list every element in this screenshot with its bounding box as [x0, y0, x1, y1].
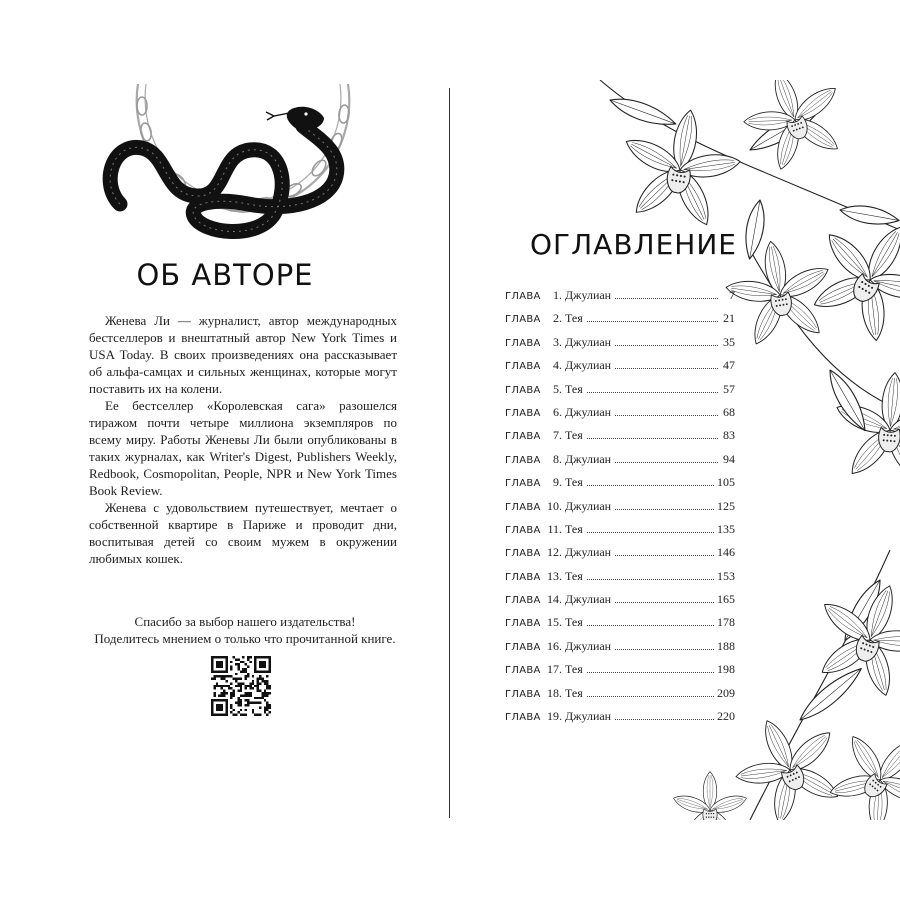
toc-dot-leader	[615, 509, 714, 510]
toc-page-number: 165	[717, 592, 735, 607]
toc-chapter-number: 4.	[553, 358, 562, 373]
toc-chapter-number: 15.	[547, 615, 562, 630]
toc-entry	[505, 311, 735, 334]
toc-page-number: 135	[717, 521, 735, 536]
toc-chapter-number: 19.	[547, 709, 562, 724]
toc-chapter-number: 13.	[547, 568, 562, 583]
toc-chapter-word: ГЛАВА	[505, 314, 541, 326]
toc-entry	[505, 709, 735, 732]
toc-chapter-word: ГЛАВА	[505, 641, 541, 653]
toc-chapter-word: ГЛАВА	[505, 618, 541, 630]
toc-chapter-number: 2.	[553, 311, 562, 326]
toc-page-number: 94	[723, 451, 735, 466]
toc-chapter-title: Джулиан	[565, 334, 612, 349]
toc-chapter-title: Джулиан	[565, 288, 612, 302]
toc-page-number: 125	[717, 498, 735, 513]
toc-page-number: 153	[717, 568, 735, 583]
toc-chapter-title: Тея	[565, 311, 583, 326]
toc-chapter-title: Джулиан	[565, 451, 612, 466]
toc-chapter-title: Тея	[565, 381, 583, 396]
toc-chapter-word: ГЛАВА	[505, 337, 541, 349]
toc-page-number: 47	[723, 358, 735, 373]
toc-chapter-number: 18.	[547, 685, 562, 700]
about-author-title: ОБ АВТОРЕ	[136, 258, 314, 292]
toc-page-number: 188	[717, 638, 735, 653]
toc-entry	[505, 639, 735, 662]
toc-dot-leader	[587, 696, 714, 697]
toc-chapter-title: Джулиан	[565, 709, 612, 724]
toc-page-number: 21	[723, 311, 735, 326]
toc-chapter-title: Джулиан	[565, 545, 612, 560]
toc-entry	[505, 382, 735, 405]
toc-dot-leader	[587, 392, 718, 393]
toc-chapter-word: ГЛАВА	[505, 384, 541, 396]
toc-chapter-word: ГЛАВА	[505, 665, 541, 677]
toc-chapter-number: 12.	[547, 545, 562, 560]
toc-entry	[505, 452, 735, 475]
toc-chapter-number: 17.	[547, 662, 562, 677]
bio-paragraph: Женева с удовольствием путешествует, мечтает о собственной квартире в Париже и проводит дни, воспитывая детей со своим мужем в окружении любимых кошек.	[89, 500, 397, 566]
toc-dot-leader	[587, 321, 718, 322]
toc-chapter-number: 7.	[553, 428, 562, 443]
toc-dot-leader	[615, 649, 714, 650]
toc-chapter-number: 8.	[553, 451, 562, 466]
toc-dot-leader	[615, 298, 718, 299]
toc-chapter-title: Тея	[565, 428, 583, 443]
toc-entry	[505, 545, 735, 568]
toc-dot-leader	[615, 719, 714, 720]
toc-dot-leader	[587, 532, 714, 533]
thanks-note	[60, 613, 430, 647]
toc-chapter-word: ГЛАВА	[505, 478, 541, 490]
toc-entry	[505, 358, 735, 381]
toc-chapter-word: ГЛАВА	[505, 291, 541, 302]
toc-entry	[505, 335, 735, 358]
toc-page-number: 35	[723, 334, 735, 349]
bio-paragraph: Ее бестселлер «Королевская сага» разошелся тиражом почти четыре миллиона экземпляров по всему миру. Работы Женевы Ли были опубликованы в таких журналах, как Writer's Digest, Publishers Weekly, Redbook, Cosmopolitan, People, NPR и New York Times Book Review.	[89, 398, 397, 498]
toc-page-number: 68	[723, 404, 735, 419]
toc-page-number: 178	[717, 615, 735, 630]
toc-dot-leader	[615, 345, 718, 346]
toc-dot-leader	[587, 579, 714, 580]
toc-page-number: 220	[717, 709, 735, 724]
toc-chapter-title: Джулиан	[565, 358, 612, 373]
toc-dot-leader	[615, 555, 714, 556]
toc-chapter-word: ГЛАВА	[505, 712, 541, 724]
toc-chapter-title: Тея	[565, 662, 583, 677]
toc-chapter-word: ГЛАВА	[505, 361, 541, 373]
toc-chapter-title: Тея	[565, 615, 583, 630]
contents-title: ОГЛАВЛЕНИЕ	[530, 228, 737, 261]
toc-entry	[505, 475, 735, 498]
toc-page-number: 146	[717, 545, 735, 560]
toc-dot-leader	[587, 485, 714, 486]
toc-chapter-word: ГЛАВА	[505, 501, 541, 513]
toc-entry	[505, 405, 735, 428]
toc-chapter-number: 9.	[553, 475, 562, 490]
toc-page-number: 7	[729, 288, 735, 302]
toc-entry	[505, 569, 735, 592]
toc-chapter-word: ГЛАВА	[505, 524, 541, 536]
toc-page-number: 83	[723, 428, 735, 443]
toc-entry	[505, 428, 735, 451]
toc-dot-leader	[615, 368, 718, 369]
thanks-line: Поделитесь мнением о только что прочитанной книге.	[94, 631, 396, 646]
toc-entry	[505, 662, 735, 685]
toc-chapter-number: 16.	[547, 638, 562, 653]
toc-page-number: 209	[717, 685, 735, 700]
toc-chapter-number: 3.	[553, 334, 562, 349]
toc-page-number: 57	[723, 381, 735, 396]
toc-chapter-word: ГЛАВА	[505, 407, 541, 419]
toc-dot-leader	[615, 602, 714, 603]
toc-dot-leader	[587, 672, 714, 673]
toc-chapter-number: 6.	[553, 404, 562, 419]
toc-page-number: 105	[717, 475, 735, 490]
toc-chapter-title: Джулиан	[565, 592, 612, 607]
toc-chapter-word: ГЛАВА	[505, 688, 541, 700]
toc-chapter-title: Тея	[565, 568, 583, 583]
toc-chapter-number: 1.	[553, 288, 562, 302]
toc-chapter-title: Джулиан	[565, 498, 612, 513]
toc-dot-leader	[587, 625, 714, 626]
toc-chapter-word: ГЛАВА	[505, 454, 541, 466]
toc-chapter-number: 11.	[547, 521, 562, 536]
toc-page-number: 198	[717, 662, 735, 677]
thanks-line: Спасибо за выбор нашего издательства!	[134, 614, 356, 629]
toc-chapter-number: 10.	[547, 498, 562, 513]
toc-chapter-number: 5.	[553, 381, 562, 396]
toc-dot-leader	[615, 415, 718, 416]
toc-chapter-word: ГЛАВА	[505, 431, 541, 443]
toc-entry	[505, 686, 735, 709]
toc-entry	[505, 592, 735, 615]
toc-dot-leader	[587, 438, 718, 439]
bio-paragraph: Женева Ли — журналист, автор международных бестселлеров и внештатный автор New York Times и USA Today. В своих произведениях она рассказывает об альфа-самцах и сильных женщинах, которые могут поставить их на колени.	[89, 313, 397, 396]
toc-chapter-word: ГЛАВА	[505, 571, 541, 583]
table-of-contents	[505, 288, 735, 732]
toc-chapter-title: Тея	[565, 685, 583, 700]
toc-entry	[505, 522, 735, 545]
toc-entry	[505, 499, 735, 522]
snake-chain-icon	[98, 84, 388, 254]
toc-chapter-title: Джулиан	[565, 404, 612, 419]
author-bio	[89, 312, 397, 567]
qr-code-icon	[211, 656, 271, 716]
toc-chapter-title: Тея	[565, 475, 583, 490]
toc-dot-leader	[615, 462, 718, 463]
toc-chapter-title: Тея	[565, 521, 583, 536]
toc-chapter-word: ГЛАВА	[505, 595, 541, 607]
toc-chapter-word: ГЛАВА	[505, 548, 541, 560]
toc-entry	[505, 615, 735, 638]
toc-chapter-title: Джулиан	[565, 638, 612, 653]
toc-chapter-number: 14.	[547, 592, 562, 607]
toc-entry	[505, 288, 735, 311]
